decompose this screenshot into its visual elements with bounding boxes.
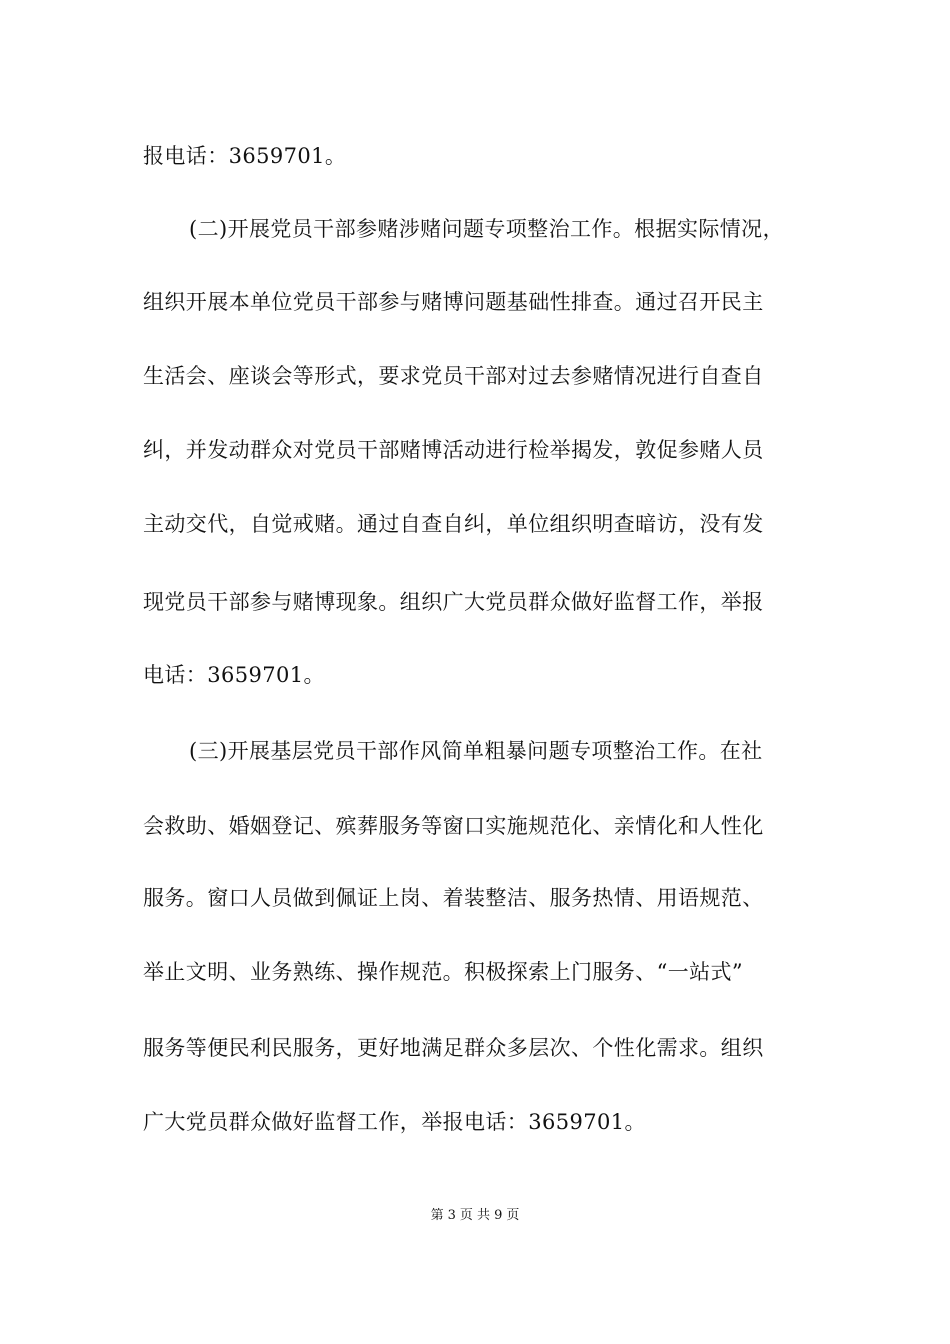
page-footer — [0, 1207, 950, 1225]
text-line: 电话：3659701。 — [143, 663, 325, 687]
current-page-number: 3 — [447, 1208, 456, 1223]
page-label-mid: 页 共 — [459, 1208, 491, 1223]
text-line: 服务等便民利民服务，更好地满足群众多层次、个性化需求。组织 — [143, 1036, 764, 1060]
total-pages-number: 9 — [494, 1208, 503, 1223]
text-line: 主动交代，自觉戒赌。通过自查自纠，单位组织明查暗访，没有发 — [143, 512, 764, 536]
text-line: 生活会、座谈会等形式，要求党员干部对过去参赌情况进行自查自 — [143, 364, 764, 388]
page-label-prefix: 第 — [430, 1208, 444, 1223]
text-line: 会救助、婚姻登记、殡葬服务等窗口实施规范化、亲情化和人性化 — [143, 814, 764, 838]
text-line: 广大党员群众做好监督工作，举报电话：3659701。 — [143, 1110, 646, 1134]
text-line: 纠，并发动群众对党员干部赌博活动进行检举揭发，敦促参赌人员 — [143, 438, 764, 462]
text-line: 报电话：3659701。 — [143, 144, 347, 168]
paragraph-start-line: (三)开展基层党员干部作风简单粗暴问题专项整治工作。在社 — [189, 739, 763, 763]
text-line: 组织开展本单位党员干部参与赌博问题基础性排查。通过召开民主 — [143, 290, 764, 314]
text-line: 现党员干部参与赌博现象。组织广大党员群众做好监督工作，举报 — [143, 590, 764, 614]
text-line: 举止文明、业务熟练、操作规范。积极探索上门服务、“一站式” — [143, 960, 744, 984]
paragraph-start-line: (二)开展党员干部参赌涉赌问题专项整治工作。根据实际情况， — [189, 217, 784, 241]
text-line: 服务。窗口人员做到佩证上岗、着装整洁、服务热情、用语规范、 — [143, 886, 764, 910]
page-label-suffix: 页 — [506, 1208, 520, 1223]
